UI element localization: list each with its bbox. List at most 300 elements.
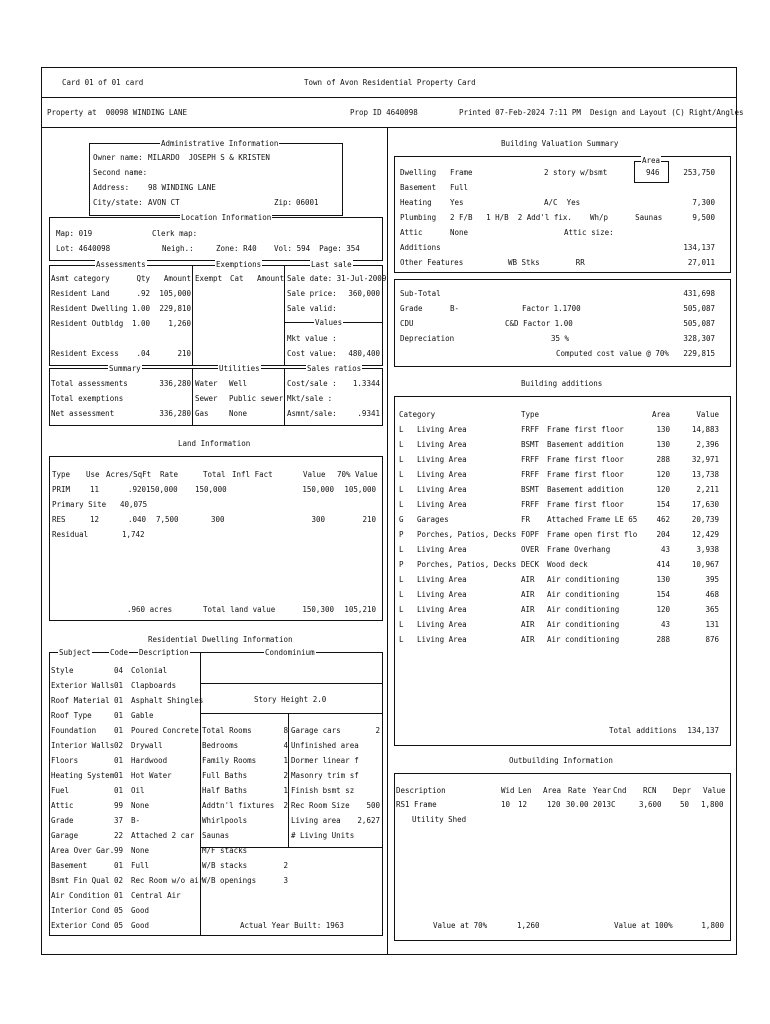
dwelling-code: 01 — [114, 711, 124, 720]
addition-value: 876 — [705, 635, 719, 644]
column-divider — [387, 127, 388, 955]
exempt-col-amount: Amount — [257, 274, 285, 283]
room-count-value: 8 — [283, 726, 288, 735]
mkt-sale-label: Mkt/sale : — [287, 394, 333, 403]
outbuilding-cell: 120 — [547, 800, 561, 809]
addition-code: L — [399, 500, 404, 509]
utility-type: Sewer — [195, 394, 218, 403]
calc-amount: 431,698 — [683, 289, 715, 298]
outbuilding-box — [394, 773, 731, 941]
valuation-detail: Yes — [450, 198, 464, 207]
location-info-box — [49, 217, 383, 261]
land-total-70value: 105,210 — [344, 605, 376, 614]
dwelling-subject: Area Over Gar. — [51, 846, 115, 855]
land-col-type: Type — [52, 470, 71, 479]
addition-code: L — [399, 590, 404, 599]
outbuilding-cell: 3,600 — [639, 800, 662, 809]
room-count-label: Half Baths — [202, 786, 248, 795]
calc-item: Grade — [400, 304, 423, 313]
asmnt-sale-label: Asmnt/sale: — [287, 409, 337, 418]
addition-description: Frame first floor — [547, 425, 624, 434]
dwelling-subject: Interior Cond — [51, 906, 110, 915]
valuation-item: Attic — [400, 228, 423, 237]
addition-description: Air conditioning — [547, 590, 620, 599]
sale-valid: Sale valid: — [287, 304, 337, 313]
sale-date: Sale date: 31-Jul-2009 — [287, 274, 387, 283]
addition-type: AIR — [521, 605, 535, 614]
assess-amount: 210 — [177, 349, 191, 358]
utility-type: Water — [195, 379, 218, 388]
valuation-item: Dwelling — [400, 168, 437, 177]
address-label: Address: — [93, 183, 130, 192]
assessments-heading: Assessments — [96, 260, 146, 269]
dwelling-description: Oil — [131, 786, 145, 795]
dwelling-code: 01 — [114, 771, 124, 780]
addition-category: Living Area — [417, 500, 467, 509]
land-acres-total: .960 acres — [127, 605, 173, 614]
land-type: Primary Site — [52, 500, 107, 509]
dwelling-extra-label: Rec Room Size — [291, 801, 350, 810]
dwelling-code: 01 — [114, 861, 124, 870]
summary-divider — [192, 368, 193, 426]
calc-amount: 505,087 — [683, 304, 715, 313]
addition-category: Living Area — [417, 440, 467, 449]
cost-value: 480,400 — [348, 349, 380, 358]
lot-number: Lot: 4640098 — [56, 244, 111, 253]
clerk-map: Clerk map: — [152, 229, 198, 238]
sale-price: 360,000 — [348, 289, 380, 298]
addition-area: 43 — [660, 620, 670, 629]
dwelling-description: Clapboards — [131, 681, 177, 690]
addition-description: Air conditioning — [547, 620, 620, 629]
assess-qty: .92 — [136, 289, 150, 298]
outbuilding-cell: 12 — [518, 800, 528, 809]
addition-area: 120 — [656, 470, 670, 479]
addition-description: Frame open first flo — [547, 530, 638, 539]
zip-code: 06001 — [296, 198, 319, 207]
summary-heading: Summary — [109, 364, 141, 373]
addition-description: Attached Frame LE 65 — [547, 515, 638, 524]
dwelling-code: 01 — [114, 756, 124, 765]
outbuilding-cell: RS1 Frame — [396, 800, 437, 809]
land-col-infl: Infl Fact — [232, 470, 273, 479]
dwelling-code: 99 — [114, 801, 124, 810]
assess-qty: 1.00 — [131, 304, 150, 313]
addition-area: 462 — [656, 515, 670, 524]
land-use: 11 — [90, 485, 100, 494]
addition-value: 20,739 — [691, 515, 719, 524]
dwelling-code: 99 — [114, 846, 124, 855]
valuation-item: Other Features — [400, 258, 464, 267]
additions-total-label: Total additions — [609, 726, 677, 735]
addition-type: OVER — [521, 545, 540, 554]
exempt-divider — [284, 265, 285, 366]
valuation-amount: 7,300 — [692, 198, 715, 207]
land-total-label: Total land value — [203, 605, 276, 614]
room-count-label: Total Rooms — [202, 726, 252, 735]
outbuilding-heading: Outbuilding Information — [509, 756, 613, 765]
land-use: 12 — [90, 515, 100, 524]
room-count-label: W/B openings — [202, 876, 257, 885]
land-rate: 7,500 — [156, 515, 179, 524]
land-acres: 1,742 — [122, 530, 145, 539]
owner-name: MILARDO JOSEPH S & KRISTEN — [148, 153, 270, 162]
outbuilding-cell: 30.00 — [566, 800, 589, 809]
dwelling-subject: Bsmt Fin Qual — [51, 876, 110, 885]
addition-description: Frame first floor — [547, 455, 624, 464]
land-col-acres: Acres/SqFt — [106, 470, 152, 479]
dwelling-extra-label: Masonry trim sf — [291, 771, 359, 780]
zone: Zone: R40 — [216, 244, 257, 253]
cost-sale-label: Cost/sale : — [287, 379, 337, 388]
mkt-value-label: Mkt value : — [287, 334, 337, 343]
net-assessment-label: Net assessment — [51, 409, 115, 418]
addition-area: 288 — [656, 455, 670, 464]
condo-bottom-line — [200, 683, 383, 684]
addition-category: Living Area — [417, 605, 467, 614]
dwelling-description: Hot Water — [131, 771, 172, 780]
utility-value: None — [229, 409, 248, 418]
story-bottom-line — [200, 713, 383, 714]
room-count-label: W/B stacks — [202, 861, 248, 870]
addition-type: FOPF — [521, 530, 540, 539]
calc-factor: Factor 1.1700 — [522, 304, 581, 313]
additions-heading: Building additions — [521, 379, 603, 388]
utility-value: Public sewer — [229, 394, 284, 403]
calc-grade: B- — [450, 304, 460, 313]
addition-code: L — [399, 440, 404, 449]
valuation-subdetail: WB Stks RR — [508, 258, 585, 267]
dwelling-subject: Exterior Walls — [51, 681, 115, 690]
calc-factor: Computed cost value @ 70% — [556, 349, 669, 358]
valuation-subdetail: 2 story w/bsmt — [544, 168, 608, 177]
addition-value: 14,883 — [691, 425, 719, 434]
land-col-total: Total — [203, 470, 226, 479]
dwelling-description: B- — [131, 816, 141, 825]
area-value: 946 — [646, 168, 660, 177]
city-state: AVON CT — [148, 198, 180, 207]
owner-address: 98 WINDING LANE — [148, 183, 216, 192]
assess-col-qty: Qty — [136, 274, 150, 283]
addition-value: 395 — [705, 575, 719, 584]
addition-code: L — [399, 635, 404, 644]
dwelling-col-divider — [200, 652, 201, 936]
dwelling-code: 02 — [114, 741, 124, 750]
dwelling-col-subject: Subject — [59, 648, 91, 657]
outbuilding-col: RCN — [643, 786, 657, 795]
addition-value: 468 — [705, 590, 719, 599]
dwelling-subject: Floors — [51, 756, 79, 765]
addition-value: 12,429 — [691, 530, 719, 539]
addition-type: FRFF — [521, 500, 540, 509]
printed-info: Printed 07-Feb-2024 7:11 PM Design and Layout (C) Right/Angles — [459, 108, 744, 117]
utilities-heading: Utilities — [219, 364, 260, 373]
land-rate: 150,000 — [146, 485, 178, 494]
assess-col-category: Asmt category — [51, 274, 110, 283]
room-count-value: 4 — [283, 741, 288, 750]
dwelling-extra-label: Living area — [291, 816, 341, 825]
city-label: City/state: — [93, 198, 143, 207]
addition-value: 365 — [705, 605, 719, 614]
dwelling-code: 04 — [114, 666, 124, 675]
values-heading: Values — [315, 318, 343, 327]
dwelling-subject: Grade — [51, 816, 74, 825]
dwelling-subject: Heating System — [51, 771, 115, 780]
land-acres: 40,075 — [120, 500, 148, 509]
calc-amount: 505,087 — [683, 319, 715, 328]
calc-factor: 35 % — [551, 334, 570, 343]
addition-value: 32,971 — [691, 455, 719, 464]
outbuilding-col: Rate — [568, 786, 587, 795]
dwelling-col-description: Description — [139, 648, 189, 657]
calc-item: Sub-Total — [400, 289, 441, 298]
addition-category: Living Area — [417, 590, 467, 599]
utilities-divider — [284, 368, 285, 426]
dwelling-description: Poured Concrete — [131, 726, 199, 735]
header-divider-1 — [41, 97, 737, 98]
outbuilding-cell: C — [611, 800, 616, 809]
dwelling-subject: Exterior Cond — [51, 921, 110, 930]
outbuilding-col: Description — [396, 786, 446, 795]
valuation-item: Additions — [400, 243, 441, 252]
calc-item: Depreciation — [400, 334, 455, 343]
land-total-value: 150,300 — [302, 605, 334, 614]
calc-item: CDU — [400, 319, 414, 328]
land-info-box — [49, 456, 383, 621]
addition-description: Frame first floor — [547, 500, 624, 509]
land-type: Residual — [52, 530, 89, 539]
addition-description: Frame Overhang — [547, 545, 611, 554]
dwelling-subject: Roof Material — [51, 696, 110, 705]
exempt-col-exempt: Exempt — [195, 274, 223, 283]
calc-amount: 229,815 — [683, 349, 715, 358]
dwelling-subject: Attic — [51, 801, 74, 810]
dwelling-description: None — [131, 801, 150, 810]
dwelling-description: Rec Room w/o air — [131, 876, 204, 885]
outbuilding-col: Len — [518, 786, 532, 795]
room-count-value: 3 — [283, 876, 288, 885]
valuation-amount: 9,500 — [692, 213, 715, 222]
addition-type: FRFF — [521, 425, 540, 434]
room-count-value: 1 — [283, 756, 288, 765]
addition-type: AIR — [521, 635, 535, 644]
outbuilding-col: Cnd — [613, 786, 627, 795]
dwelling-extra-value: 2,627 — [357, 816, 380, 825]
dwelling-extra-value: 500 — [366, 801, 380, 810]
addition-code: L — [399, 485, 404, 494]
assess-divider — [192, 265, 193, 366]
addition-category: Living Area — [417, 635, 467, 644]
assess-amount: 105,000 — [159, 289, 191, 298]
net-assessment: 336,280 — [159, 409, 191, 418]
outbuilding-cell: 10 — [501, 800, 511, 809]
assess-category: Resident Land — [51, 289, 110, 298]
addition-value: 13,738 — [691, 470, 719, 479]
land-value: 150,000 — [302, 485, 334, 494]
land-acres: .920 — [127, 485, 146, 494]
room-count-value: 2 — [283, 801, 288, 810]
addition-value: 131 — [705, 620, 719, 629]
additions-col-value: Value — [696, 410, 719, 419]
land-col-rate: Rate — [160, 470, 179, 479]
dwelling-extra-label: # Living Units — [291, 831, 355, 840]
dwelling-code: 01 — [114, 681, 124, 690]
addition-code: L — [399, 605, 404, 614]
calc-amount: 328,307 — [683, 334, 715, 343]
dwelling-description: Good — [131, 921, 150, 930]
addition-value: 17,630 — [691, 500, 719, 509]
assess-amount: 229,810 — [159, 304, 191, 313]
story-height: Story Height 2.0 — [254, 695, 327, 704]
assess-category: Resident Outbldg — [51, 319, 124, 328]
valuation-detail: Full — [450, 183, 469, 192]
total-exemptions-label: Total exemptions — [51, 394, 124, 403]
addition-value: 2,211 — [696, 485, 719, 494]
addition-category: Living Area — [417, 425, 467, 434]
addition-type: FRFF — [521, 470, 540, 479]
dwelling-code: 37 — [114, 816, 124, 825]
addition-area: 130 — [656, 575, 670, 584]
assess-amount: 1,260 — [168, 319, 191, 328]
additions-col-category: Category — [399, 410, 436, 419]
room-count-label: Bedrooms — [202, 741, 239, 750]
cost-sale-ratio: 1.3344 — [352, 379, 380, 388]
dwelling-subject: Basement — [51, 861, 88, 870]
outbuilding-col: Year — [593, 786, 612, 795]
addition-category: Garages — [417, 515, 449, 524]
land-70value: 105,000 — [344, 485, 376, 494]
land-type: PRIM — [52, 485, 71, 494]
addition-category: Living Area — [417, 485, 467, 494]
dwelling-description: None — [131, 846, 150, 855]
header-divider-2 — [41, 127, 737, 128]
assess-category: Resident Dwelling — [51, 304, 128, 313]
year-built: Actual Year Built: 1963 — [240, 921, 344, 930]
addition-code: L — [399, 425, 404, 434]
land-col-70value: 70% Value — [337, 470, 378, 479]
room-count-value: 2 — [283, 771, 288, 780]
counts-divider — [288, 713, 289, 847]
volume-page: Vol: 594 Page: 354 — [274, 244, 360, 253]
addition-type: AIR — [521, 575, 535, 584]
valuation-subdetail: A/C Yes — [544, 198, 581, 207]
outbuilding-col: Value — [703, 786, 726, 795]
addition-area: 130 — [656, 425, 670, 434]
addition-description: Basement addition — [547, 440, 624, 449]
dwelling-description: Drywall — [131, 741, 163, 750]
addition-code: P — [399, 530, 404, 539]
valuation-detail: Frame — [450, 168, 473, 177]
addition-area: 130 — [656, 440, 670, 449]
assess-qty: .04 — [136, 349, 150, 358]
outbuilding-cell: 50 — [680, 800, 690, 809]
dwelling-extra-label: Garage cars — [291, 726, 341, 735]
valuation-item: Plumbing — [400, 213, 437, 222]
last-sale-heading: Last sale — [311, 260, 352, 269]
valuation-subdetail: Attic size: — [564, 228, 614, 237]
valuation-amount: 134,137 — [683, 243, 715, 252]
dwelling-code: 01 — [114, 786, 124, 795]
outbuilding-value100: 1,800 — [701, 921, 724, 930]
dwelling-subject: Fuel — [51, 786, 70, 795]
dwelling-description: Attached 2 car — [131, 831, 195, 840]
addition-type: AIR — [521, 620, 535, 629]
addition-type: DECK — [521, 560, 540, 569]
property-address: Property at 00098 WINDING LANE — [47, 108, 187, 117]
addition-area: 120 — [656, 485, 670, 494]
room-count-value: 1 — [283, 786, 288, 795]
addition-description: Frame first floor — [547, 470, 624, 479]
assess-qty: 1.00 — [131, 319, 150, 328]
dwelling-subject: Air Condition — [51, 891, 110, 900]
assess-col-amount: Amount — [163, 274, 191, 283]
room-count-label: Saunas — [202, 831, 230, 840]
dwelling-code: 02 — [114, 876, 124, 885]
outbuilding-col: Depr — [673, 786, 692, 795]
valuation-item: Basement — [400, 183, 437, 192]
land-value: 300 — [311, 515, 325, 524]
room-count-label: Whirlpools — [202, 816, 248, 825]
utility-value: Well — [229, 379, 248, 388]
addition-type: BSMT — [521, 440, 540, 449]
addition-area: 154 — [656, 500, 670, 509]
addition-description: Air conditioning — [547, 635, 620, 644]
room-count-label: Addtn'l fixtures — [202, 801, 275, 810]
addition-code: L — [399, 575, 404, 584]
room-count-value: 2 — [283, 861, 288, 870]
addition-value: 10,967 — [691, 560, 719, 569]
addition-category: Living Area — [417, 620, 467, 629]
valuation-amount: 253,750 — [683, 168, 715, 177]
prop-id: Prop ID 4640098 — [350, 108, 418, 117]
dwelling-code: 22 — [114, 831, 124, 840]
dwelling-description: Colonial — [131, 666, 168, 675]
addition-area: 288 — [656, 635, 670, 644]
additions-col-type: Type — [521, 410, 540, 419]
land-info-heading: Land Information — [178, 439, 251, 448]
addition-code: G — [399, 515, 404, 524]
addition-type: FRFF — [521, 455, 540, 464]
zip-label: Zip: — [274, 198, 293, 207]
addition-type: BSMT — [521, 485, 540, 494]
addition-category: Porches, Patios, Decks — [417, 560, 517, 569]
outbuilding-col: Area — [543, 786, 562, 795]
addition-code: L — [399, 470, 404, 479]
land-col-value: Value — [303, 470, 326, 479]
land-total: 150,000 — [195, 485, 227, 494]
valuation-item: Heating — [400, 198, 432, 207]
addition-code: L — [399, 455, 404, 464]
dwelling-code: 01 — [114, 696, 124, 705]
dwelling-info-heading: Residential Dwelling Information — [148, 635, 293, 644]
addition-value: 2,396 — [696, 440, 719, 449]
valuation-heading: Building Valuation Summary — [501, 139, 619, 148]
valuation-detail: 2 F/B 1 H/B 2 Add'l fix. Wh/p Saunas — [450, 213, 663, 222]
outbuilding-cell: 1,800 — [701, 800, 724, 809]
location-info-heading: Location Information — [181, 213, 272, 222]
dwelling-subject: Style — [51, 666, 74, 675]
dwelling-subject: Garage — [51, 831, 79, 840]
dwelling-description: Hardwood — [131, 756, 168, 765]
map-number: Map: 019 — [56, 229, 93, 238]
land-type: RES — [52, 515, 66, 524]
dwelling-code: 01 — [114, 726, 124, 735]
valuation-amount: 27,011 — [687, 258, 715, 267]
outbuilding-value70: 1,260 — [517, 921, 540, 930]
dwelling-description: Central Air — [131, 891, 181, 900]
outbuilding-value100-label: Value at 100% — [614, 921, 673, 930]
neighborhood: Neigh.: — [162, 244, 194, 253]
